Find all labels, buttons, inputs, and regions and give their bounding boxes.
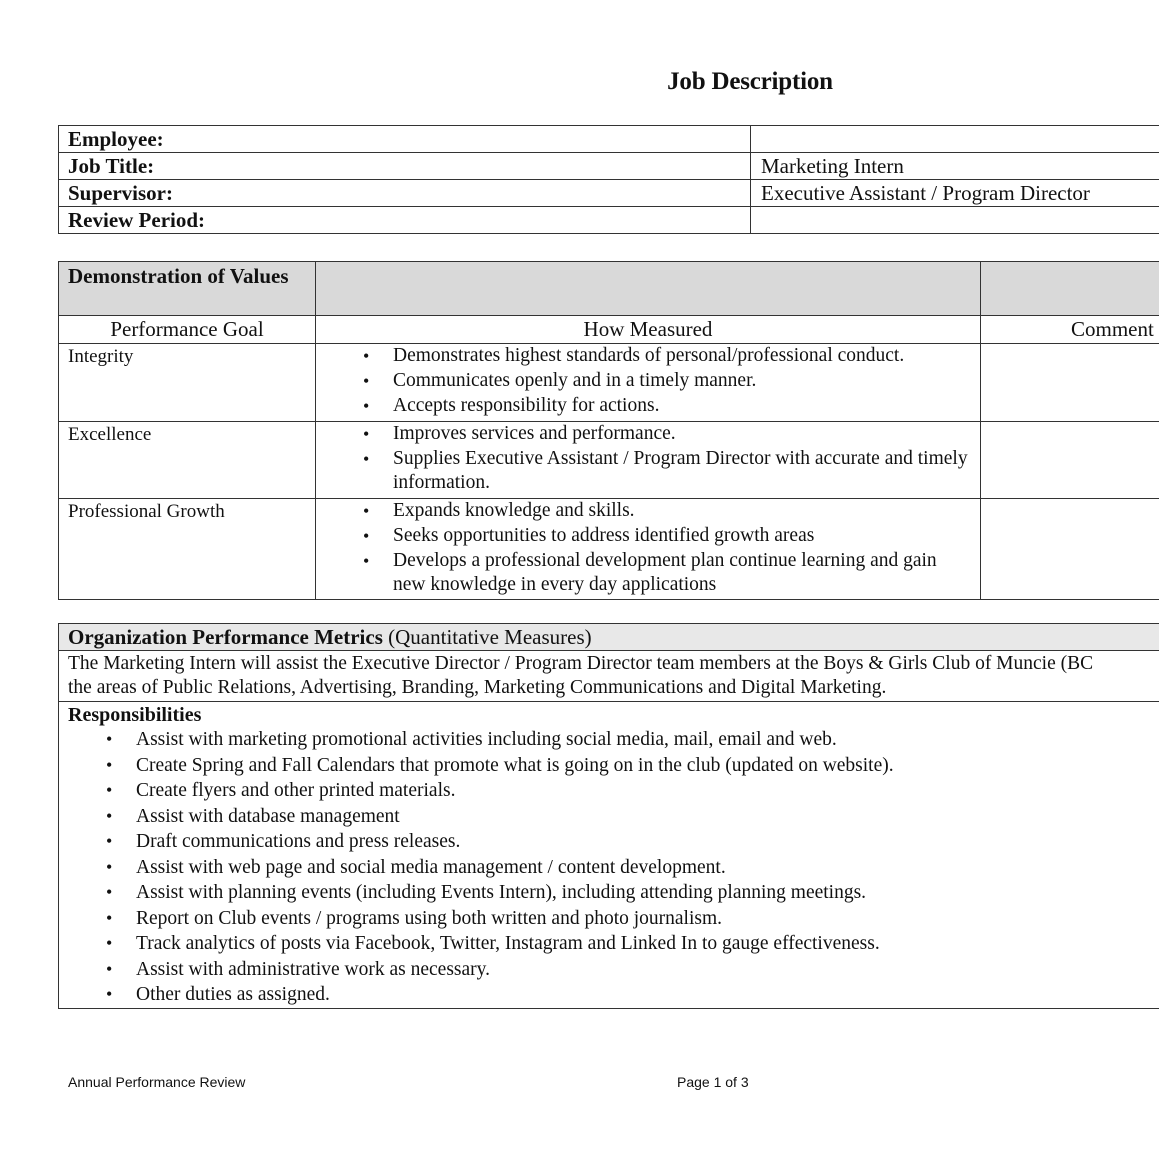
values-header-row [59, 262, 1159, 316]
comment-cell [981, 499, 1159, 600]
responsibilities-row [59, 702, 1159, 1009]
job-title-value: Marketing Intern [751, 153, 1159, 180]
list-item: • Accepts responsibility for actions. [393, 394, 971, 418]
list-item: • Track analytics of posts via Facebook, Twitter, Instagram and Linked In to gauge effectiveness. [136, 931, 1159, 957]
goal-integrity: Integrity [59, 344, 316, 422]
list-item: • Seeks opportunities to address identified growth areas [393, 524, 971, 548]
goal-professional-growth: Professional Growth [59, 499, 316, 600]
employee-label: Employee: [59, 126, 751, 153]
org-metrics-intro [59, 651, 1159, 702]
org-metrics-table [58, 623, 1159, 1009]
list-item: • Develops a professional development plan continue learning and gain new knowledge in every day applications [393, 549, 971, 597]
info-row-supervisor [59, 180, 1159, 207]
footer-document-name: Annual Performance Review [68, 1074, 246, 1090]
list-item: • Assist with administrative work as necessary. [136, 957, 1159, 983]
list-item: • Create flyers and other printed materials. [136, 778, 1159, 804]
review-period-value [751, 207, 1159, 234]
values-header-blank [981, 262, 1159, 316]
values-table [58, 261, 1159, 600]
info-row-review-period [59, 207, 1159, 234]
job-title-label: Job Title: [59, 153, 751, 180]
org-metrics-title-suffix: (Quantitative Measures) [382, 625, 592, 649]
table-row [59, 499, 1159, 600]
employee-value [751, 126, 1159, 153]
measures-cell [316, 344, 981, 422]
list-item: • Report on Club events / programs using both written and photo journalism. [136, 906, 1159, 932]
page-title: Job Description [667, 68, 833, 95]
review-period-label: Review Period: [59, 207, 751, 234]
list-item: • Assist with planning events (including Events Intern), including attending planning meetings. [136, 880, 1159, 906]
info-row-employee [59, 126, 1159, 153]
list-item: • Expands knowledge and skills. [393, 499, 971, 523]
measures-list [325, 499, 971, 597]
table-row [59, 344, 1159, 422]
list-item: • Assist with web page and social media management / content development. [136, 855, 1159, 881]
table-row [59, 422, 1159, 499]
comment-cell [981, 344, 1159, 422]
org-metrics-header-row [59, 624, 1159, 651]
goal-excellence: Excellence [59, 422, 316, 499]
list-item: • Supplies Executive Assistant / Program Director with accurate and timely information. [393, 447, 971, 495]
intro-line-1: The Marketing Intern will assist the Executive Director / Program Director team members at the Boys & Girls Club of Muncie (BC [68, 653, 1094, 674]
measures-cell [316, 499, 981, 600]
intro-line-2: the areas of Public Relations, Advertising, Branding, Marketing Communications and Digital Marketing. [68, 677, 887, 698]
list-item: • Draft communications and press releases. [136, 829, 1159, 855]
org-metrics-title [59, 624, 1159, 651]
employee-info-table [58, 125, 1159, 234]
list-item: • Create Spring and Fall Calendars that promote what is going on in the club (updated on website). [136, 753, 1159, 779]
column-header-performance-goal: Performance Goal [59, 316, 316, 344]
list-item: • Demonstrates highest standards of personal/professional conduct. [393, 344, 971, 368]
column-header-comment: Comment [981, 316, 1159, 344]
values-header-blank [316, 262, 981, 316]
values-column-headers [59, 316, 1159, 344]
footer-page-number: Page 1 of 3 [677, 1074, 749, 1090]
list-item: • Assist with database management [136, 804, 1159, 830]
responsibilities-list [68, 727, 1159, 1008]
supervisor-value: Executive Assistant / Program Director [751, 180, 1159, 207]
measures-list [325, 344, 971, 418]
list-item: • Communicates openly and in a timely manner. [393, 369, 971, 393]
supervisor-label: Supervisor: [59, 180, 751, 207]
values-table-title: Demonstration of Values [59, 262, 316, 316]
comment-cell [981, 422, 1159, 499]
info-row-job-title [59, 153, 1159, 180]
responsibilities-title: Responsibilities [68, 704, 202, 726]
org-metrics-title-bold: Organization Performance Metrics [68, 625, 383, 649]
org-metrics-intro-row [59, 651, 1159, 702]
list-item: • Improves services and performance. [393, 422, 971, 446]
list-item: • Assist with marketing promotional activities including social media, mail, email and web. [136, 727, 1159, 753]
responsibilities-cell [59, 702, 1159, 1009]
column-header-how-measured: How Measured [316, 316, 981, 344]
measures-cell [316, 422, 981, 499]
measures-list [325, 422, 971, 495]
list-item: • Other duties as assigned. [136, 982, 1159, 1008]
